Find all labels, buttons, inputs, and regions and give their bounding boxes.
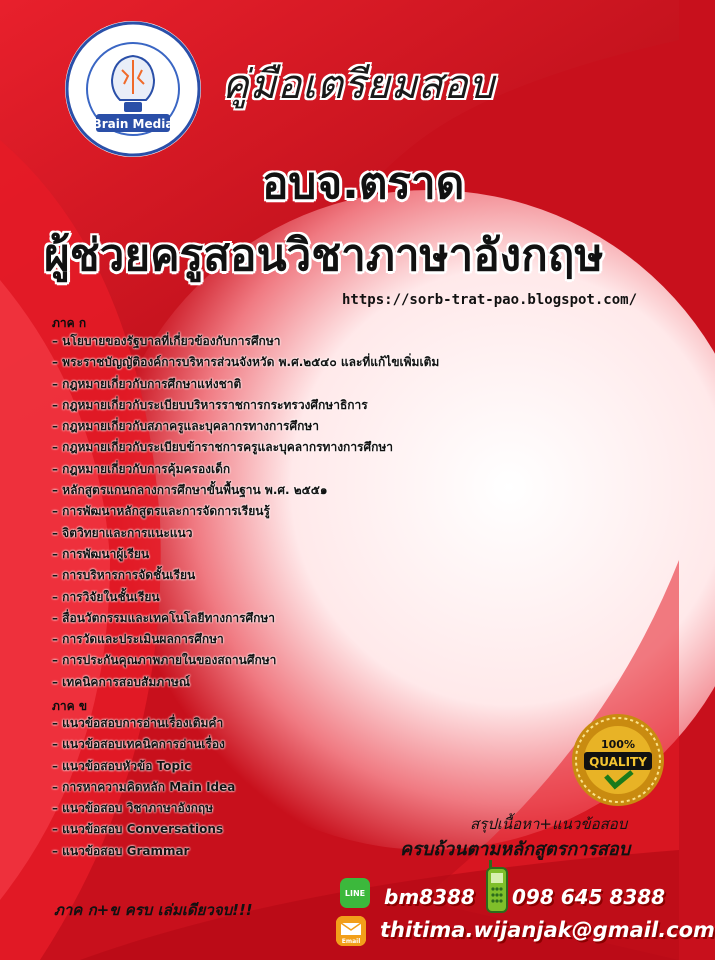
logo-text: Brain Media bbox=[92, 117, 174, 131]
list-item: – หลักสูตรแกนกลางการศึกษาขั้นพื้นฐาน พ.ศ. ๒๕๕๑ bbox=[52, 483, 328, 498]
summary-line-2: ครบถ้วนตามหลักสูตรการสอบ bbox=[400, 839, 631, 860]
list-item: – การพัฒนาหลักสูตรและการจัดการเรียนรู้ bbox=[52, 504, 270, 519]
badge-quality: QUALITY bbox=[589, 755, 647, 769]
section-a-list bbox=[52, 332, 439, 694]
organization-title: อบจ.ตราด bbox=[262, 158, 465, 209]
position-title: ผู้ช่วยครูสอนวิชาภาษาอังกฤษ bbox=[44, 230, 604, 281]
list-item: – แนวข้อสอบ Grammar bbox=[52, 843, 190, 858]
list-item: – กฎหมายเกี่ยวกับระเบียบบริหารราชการกระทรวงศึกษาธิการ bbox=[52, 397, 368, 412]
summary-line-1: สรุปเนื้อหา+แนวข้อสอบ bbox=[470, 815, 628, 833]
list-item: – จิตวิทยาและการแนะแนว bbox=[52, 525, 193, 540]
phone-icon bbox=[484, 860, 510, 914]
brain-media-logo bbox=[62, 18, 204, 160]
list-item: – การหาความคิดหลัก Main Idea bbox=[52, 779, 236, 794]
list-item: – พระราชบัญญัติองค์การบริหารส่วนจังหวัด พ.ศ.๒๕๔๐ และที่แก้ไขเพิ่มเติม bbox=[52, 355, 440, 370]
list-item: – กฎหมายเกี่ยวกับการคุ้มครองเด็ก bbox=[52, 461, 231, 476]
list-item: – การวิจัยในชั้นเรียน bbox=[52, 589, 160, 604]
brand-title: คู่มือเตรียมสอบ bbox=[222, 62, 495, 108]
list-item: – เทคนิคการสอบสัมภาษณ์ bbox=[52, 674, 190, 689]
email-icon[interactable] bbox=[336, 916, 366, 946]
list-item: – นโยบายของรัฐบาลที่เกี่ยวข้องกับการศึกษา bbox=[52, 334, 281, 348]
list-item: – แนวข้อสอบหัวข้อ Topic bbox=[52, 758, 192, 773]
list-item: – การประกันคุณภาพภายในของสถานศึกษา bbox=[52, 653, 277, 668]
list-item: – สื่อนวัตกรรมและเทคโนโลยีทางการศึกษา bbox=[52, 610, 276, 625]
list-item: – กฎหมายเกี่ยวกับการศึกษาแห่งชาติ bbox=[52, 376, 242, 391]
line-id: bm8388 bbox=[384, 885, 475, 909]
quality-badge bbox=[570, 712, 666, 808]
footer-tagline: ภาค ก+ข ครบ เล่มเดียวจบ!!! bbox=[54, 901, 253, 919]
section-a-heading: ภาค ก bbox=[52, 316, 87, 330]
list-item: – แนวข้อสอบ วิชาภาษาอังกฤษ bbox=[52, 801, 214, 816]
email-address[interactable]: thitima.wijanjak@gmail.com bbox=[380, 918, 715, 942]
section-b-list bbox=[52, 714, 235, 863]
list-item: – แนวข้อสอบเทคนิคการอ่านเรื่อง bbox=[52, 737, 225, 752]
website-url[interactable]: https://sorb-trat-pao.blogspot.com/ bbox=[342, 292, 638, 308]
list-item: – แนวข้อสอบการอ่านเรื่องเติมคำ bbox=[52, 716, 224, 730]
email-label: Email bbox=[341, 938, 361, 945]
section-b-heading: ภาค ข bbox=[52, 699, 88, 713]
badge-percent: 100% bbox=[601, 738, 635, 751]
line-icon[interactable]: LINE bbox=[340, 878, 370, 908]
list-item: – กฎหมายเกี่ยวกับสภาครูและบุคลากรทางการศึกษา bbox=[52, 419, 320, 434]
list-item: – การวัดและประเมินผลการศึกษา bbox=[52, 632, 224, 647]
list-item: – การบริหารการจัดชั้นเรียน bbox=[52, 568, 196, 583]
list-item: – การพัฒนาผู้เรียน bbox=[52, 546, 150, 561]
list-item: – แนวข้อสอบ Conversations bbox=[52, 822, 224, 837]
phone-number[interactable]: 098 645 8388 bbox=[512, 885, 666, 909]
list-item: – กฎหมายเกี่ยวกับระเบียบข้าราชการครูและบุคลากรทางการศึกษา bbox=[52, 440, 394, 455]
